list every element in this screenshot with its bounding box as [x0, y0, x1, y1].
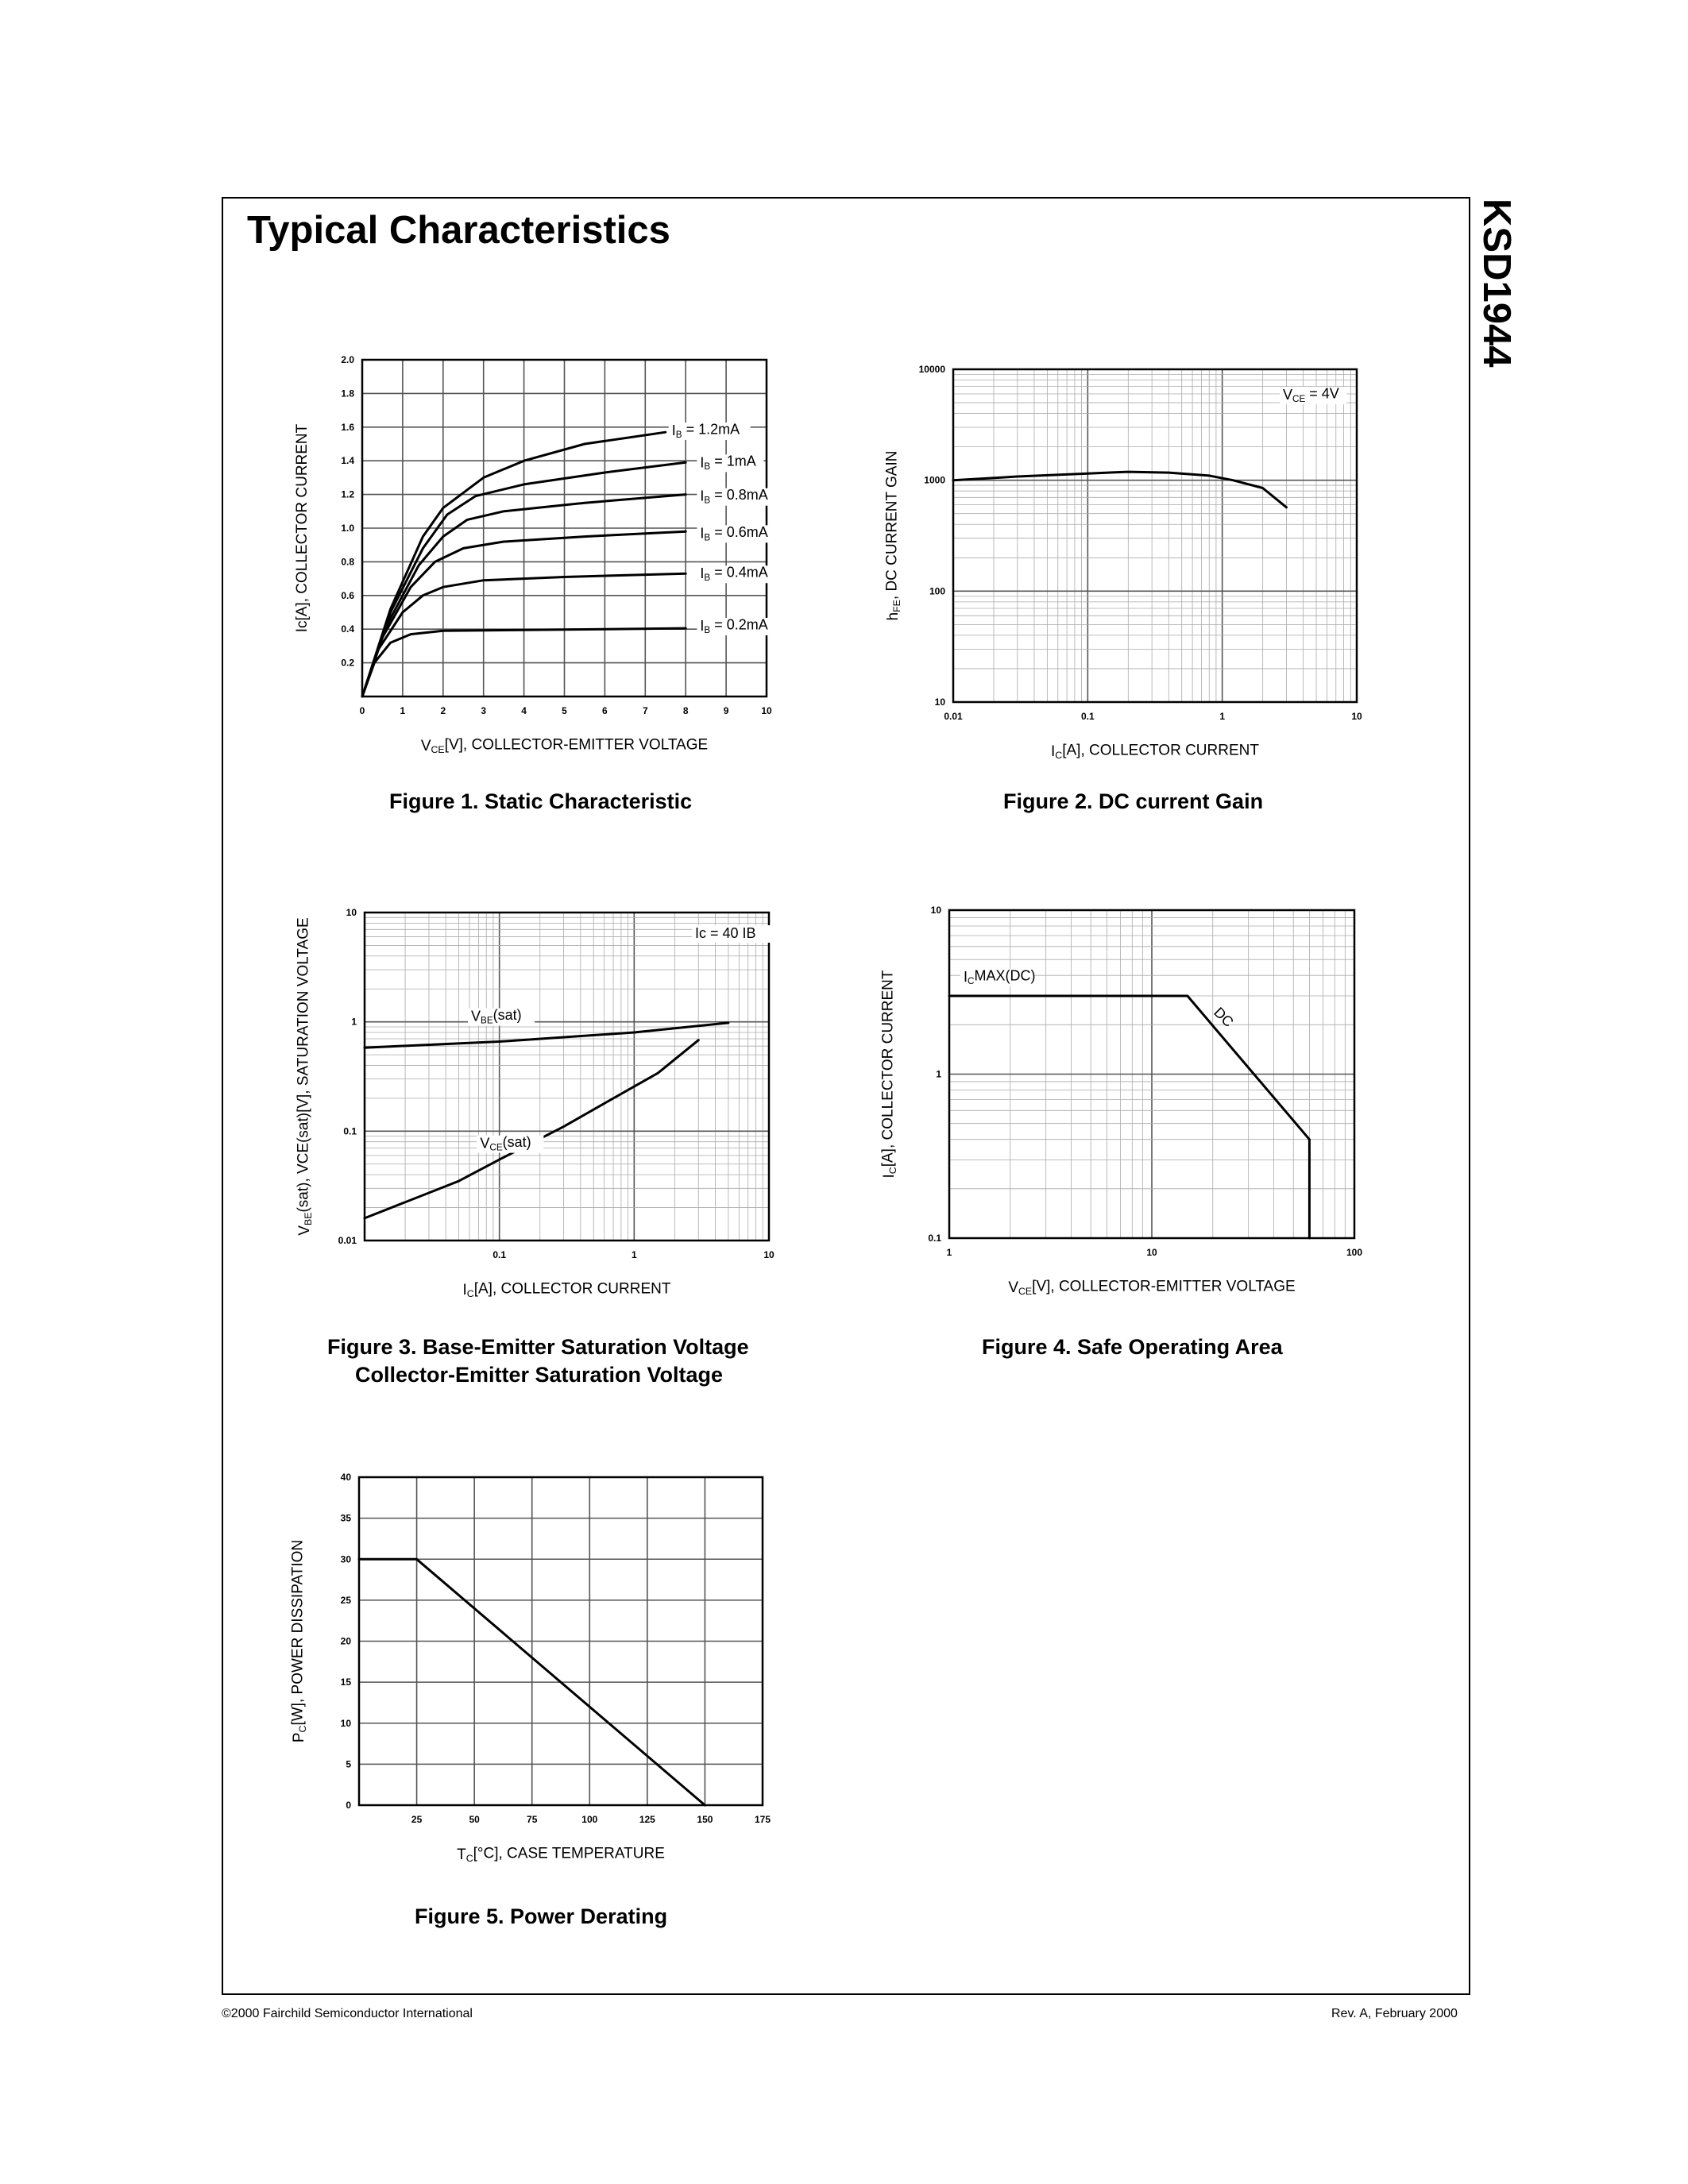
x-axis-label: TC[°C], CASE TEMPERATURE — [457, 1845, 665, 1865]
x-tick-label: 75 — [527, 1814, 538, 1825]
y-tick-label: 20 — [340, 1635, 351, 1647]
figure-3-caption-line2: Collector-Emitter Saturation Voltage — [355, 1363, 724, 1387]
series-label: ICMAX(DC) — [964, 967, 1036, 986]
x-tick-label: 3 — [481, 705, 487, 716]
x-tick-label: 1 — [631, 1249, 637, 1260]
y-tick-label: 1 — [351, 1016, 357, 1028]
x-tick-label: 10 — [1146, 1247, 1157, 1258]
series-label: IB = 0.6mA — [700, 523, 768, 543]
y-tick-label: 1.4 — [341, 455, 354, 467]
y-tick-label: 10 — [930, 905, 941, 916]
series-label: IB = 0.8mA — [700, 487, 768, 506]
y-tick-label: 10 — [340, 1717, 351, 1729]
x-tick-label: 0.1 — [492, 1249, 507, 1260]
x-tick-label: 125 — [639, 1814, 655, 1825]
plot-frame — [365, 913, 769, 1241]
figure-5-chart — [289, 1472, 771, 1864]
x-tick-label: 8 — [682, 705, 689, 716]
y-tick-label: 0.4 — [341, 623, 354, 635]
y-tick-label: 5 — [346, 1758, 351, 1770]
y-tick-label: 15 — [340, 1677, 351, 1688]
part-number: KSD1944 — [1475, 199, 1518, 368]
y-tick-label: 0.8 — [341, 556, 354, 568]
dc-label: DC — [1211, 1004, 1237, 1031]
y-tick-label: 10000 — [918, 364, 945, 375]
figure-1-chart — [294, 354, 778, 755]
x-axis-label: IC[A], COLLECTOR CURRENT — [462, 1280, 671, 1300]
y-tick-label: 0.6 — [341, 589, 354, 601]
x-tick-label: 5 — [562, 705, 567, 716]
footer-copyright: ©2000 Fairchild Semiconductor International — [222, 2007, 473, 2020]
x-tick-label: 25 — [411, 1814, 423, 1825]
y-axis-label: IC[A], COLLECTOR CURRENT — [879, 970, 899, 1179]
x-axis-label: VCE[V], COLLECTOR-EMITTER VOLTAGE — [420, 736, 709, 756]
series-line — [953, 472, 1287, 507]
figure-3-chart — [295, 907, 774, 1299]
series-label: VBE(sat) — [471, 1006, 522, 1026]
x-tick-label: 100 — [1346, 1247, 1363, 1258]
x-tick-label: 10 — [1351, 711, 1362, 722]
plot-frame — [953, 369, 1357, 702]
y-tick-label: 0.1 — [928, 1233, 941, 1244]
x-tick-label: 1 — [400, 705, 406, 716]
y-tick-label: 0.1 — [343, 1125, 357, 1137]
x-tick-label: 1 — [946, 1247, 952, 1258]
x-tick-label: 0 — [359, 705, 365, 716]
figure-5-caption: Figure 5. Power Derating — [415, 1904, 668, 1928]
x-tick-label: 10 — [763, 1249, 774, 1260]
y-tick-label: 40 — [340, 1472, 351, 1483]
series-label: IB = 1.2mA — [671, 421, 740, 440]
y-tick-label: 0.01 — [338, 1235, 357, 1246]
figure-4-chart — [879, 905, 1362, 1297]
series-label: IB = 0.4mA — [700, 564, 768, 584]
y-tick-label: 0 — [346, 1800, 351, 1811]
footer-revision: Rev. A, February 2000 — [1331, 2007, 1458, 2020]
x-tick-label: 175 — [754, 1814, 771, 1825]
y-axis-label: VBE(sat), VCE(sat)[V], SATURATION VOLTAGE — [295, 917, 315, 1236]
figure-4-caption: Figure 4. Safe Operating Area — [982, 1335, 1283, 1359]
series-label: VCE(sat) — [480, 1134, 531, 1153]
x-tick-label: 7 — [642, 705, 648, 716]
y-tick-label: 10 — [346, 907, 357, 918]
y-axis-label: hFE, DC CURRENT GAIN — [883, 450, 903, 621]
y-tick-label: 1 — [936, 1068, 941, 1080]
y-tick-label: 1.8 — [341, 388, 354, 399]
y-tick-label: 35 — [340, 1512, 351, 1524]
figure-2-chart — [883, 364, 1362, 761]
series-label: IB = 1mA — [700, 453, 756, 473]
y-tick-label: 1.6 — [341, 421, 354, 433]
y-tick-label: 10 — [934, 696, 945, 708]
y-tick-label: 1.2 — [341, 488, 354, 500]
series-line — [949, 996, 1309, 1238]
x-tick-label: 150 — [697, 1814, 713, 1825]
y-tick-label: 1000 — [924, 474, 945, 486]
x-axis-label: IC[A], COLLECTOR CURRENT — [1051, 742, 1259, 762]
y-tick-label: 1.0 — [341, 523, 354, 534]
x-tick-label: 10 — [761, 705, 772, 716]
x-tick-label: 0.1 — [1080, 711, 1095, 722]
x-tick-label: 0.01 — [944, 711, 963, 722]
y-tick-label: 0.2 — [341, 657, 354, 669]
x-tick-label: 1 — [1219, 711, 1226, 722]
y-tick-label: 30 — [340, 1553, 351, 1565]
x-tick-label: 6 — [602, 705, 608, 716]
y-tick-label: 2.0 — [341, 354, 354, 365]
y-axis-label: PC[W], POWER DISSIPATION — [289, 1539, 309, 1743]
series-line — [365, 1040, 698, 1218]
series-label: VCE = 4V — [1283, 385, 1339, 404]
y-axis-label: Ic[A], COLLECTOR CURRENT — [294, 423, 311, 633]
x-tick-label: 9 — [723, 705, 729, 716]
x-tick-label: 50 — [469, 1814, 480, 1825]
x-tick-label: 2 — [440, 705, 446, 716]
figure-3-caption-line1: Figure 3. Base-Emitter Saturation Voltage — [327, 1335, 749, 1359]
x-tick-label: 100 — [581, 1814, 598, 1825]
x-tick-label: 4 — [521, 705, 527, 716]
figure-1-caption: Figure 1. Static Characteristic — [389, 789, 693, 813]
y-tick-label: 25 — [340, 1594, 351, 1606]
series-label: IB = 0.2mA — [700, 616, 768, 635]
series-label: Ic = 40 IB — [695, 925, 756, 941]
page-title: Typical Characteristics — [247, 209, 670, 252]
y-tick-label: 100 — [929, 585, 945, 597]
x-axis-label: VCE[V], COLLECTOR-EMITTER VOLTAGE — [1008, 1278, 1296, 1298]
figure-2-caption: Figure 2. DC current Gain — [1003, 789, 1264, 813]
